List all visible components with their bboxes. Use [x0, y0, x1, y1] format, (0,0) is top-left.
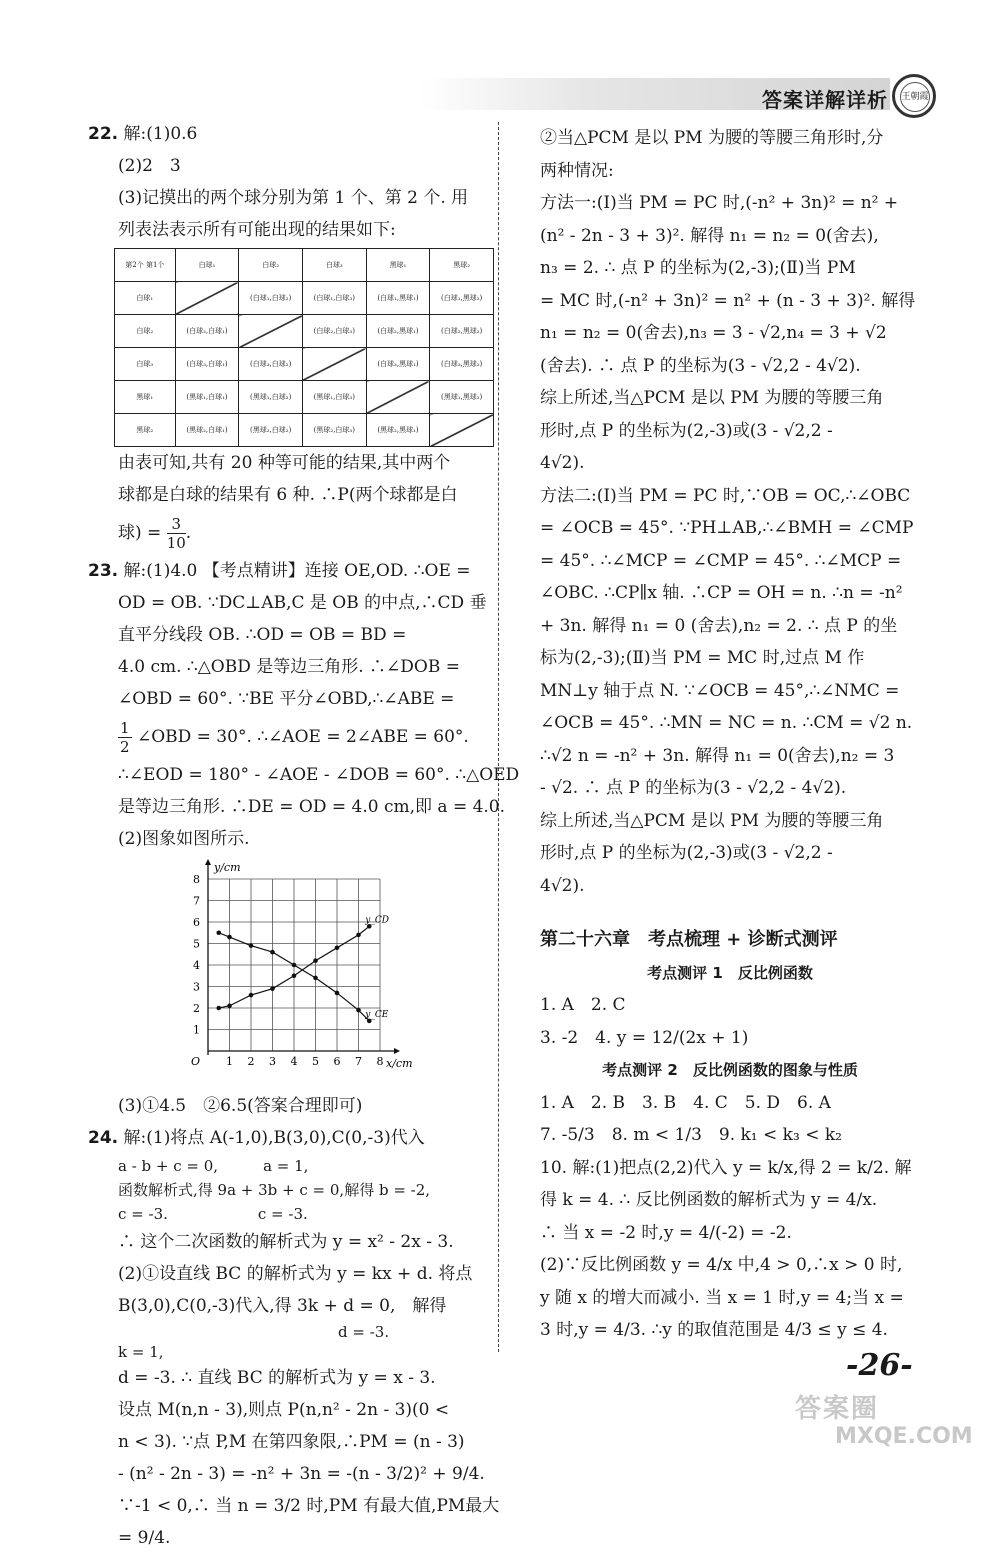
right-line-9: 综上所述,当△PCM 是以 PM 为腰的等腰三角 [540, 388, 884, 408]
table-cell: (白球₂,黑球₂) [430, 315, 494, 348]
q24-line-12: n < 3). ∵点 P,M 在第四象限,∴PM = (n - 3) [118, 1432, 465, 1452]
logo-badge-text: 王朝霞 [900, 82, 930, 112]
table-row [115, 414, 494, 447]
table-row [115, 282, 494, 315]
table-cell: (黑球₁,黑球₂) [430, 381, 494, 414]
chapter-title: 第二十六章 考点梳理 + 诊断式测评 [540, 929, 838, 950]
q24-line-2: a - b + c = 0, a = 1, [118, 1157, 309, 1175]
data-point [335, 991, 340, 996]
table-cell: 白球₁ [175, 249, 239, 282]
q22-line-4: 列表法表示所有可能出现的结果如下: [118, 220, 396, 240]
right-line-18: MN⊥y 轴于点 N. ∵∠OCB = 45°,∴∠NMC = [540, 680, 900, 701]
y-tick-label: 7 [193, 894, 200, 908]
page-number: -26- [846, 1348, 913, 1383]
q22-line-3: (3)记摸出的两个球分别为第 1 个、第 2 个. 用 [118, 188, 469, 208]
s2-line-2: 7. -5/3 8. m < 1/3 9. k₁ < k₃ < k₂ [540, 1125, 842, 1145]
y-tick-label: 2 [193, 1002, 200, 1015]
x-axis-label: x/cm [386, 1057, 413, 1070]
right-line-16: + 3n. 解得 n₁ = 0 (舍去),n₂ = 2. ∴ 点 P 的坐 [540, 615, 898, 636]
data-point [356, 933, 361, 938]
left-column [88, 118, 520, 1554]
right-line-8: (舍去). ∴ 点 P 的坐标为(3 - √2,2 - 4√2). [540, 355, 861, 376]
data-point [270, 950, 275, 955]
q22-text: 解:(1)0.6 [123, 124, 198, 144]
right-line-1: ②当△PCM 是以 PM 为腰的等腰三角形时,分 [540, 128, 884, 148]
table-cell [366, 381, 430, 414]
y-tick-label: 1 [193, 1023, 200, 1037]
right-line-6: = MC 时,(-n² + 3n)² = n² + (n - 3 + 3)². 解得 [540, 290, 916, 311]
right-line-15: ∠OBC. ∴CP∥x 轴. ∴CP = OH = n. ∴n = -n² [540, 583, 903, 603]
table-cell: (黑球₂,白球₂) [239, 414, 303, 447]
q23-line-1 [88, 555, 476, 587]
q23-line-4: 4.0 cm. ∴△OBD 是等边三角形. ∴∠DOB = [118, 657, 461, 677]
q22-final [88, 511, 476, 555]
q23-number: 23. [88, 561, 119, 581]
q22-final-post: . [185, 523, 192, 543]
right-line-17: 标为(2,-3);(Ⅱ)当 PM = MC 时,过点 M 作 [540, 648, 865, 668]
section-2-title: 考点测评 2 反比例函数的图象与性质 [602, 1061, 858, 1079]
s2-line-8: 3 时,y = 4/3. ∴y 的取值范围是 4/3 ≤ y ≤ 4. [540, 1320, 888, 1340]
table-cell [430, 414, 494, 447]
table-cell: 白球₃ [115, 348, 176, 381]
right-line-23: 形时,点 P 的坐标为(2,-3)或(3 - √2,2 - [540, 843, 833, 863]
s2-line-6: (2)∵反比例函数 y = 4/x 中,4 > 0,∴x > 0 时, [540, 1255, 903, 1275]
q24-line-8: d = -3. [338, 1323, 390, 1341]
q24-line-15: = 9/4. [118, 1528, 171, 1548]
table-cell: (白球₁,白球₃) [302, 282, 366, 315]
table-cell: (白球₃,白球₂) [239, 348, 303, 381]
right-line-13: = ∠OCB = 45°. ∵PH⊥AB,∴∠BMH = ∠CMP [540, 518, 914, 538]
watermark-logo: 答案圈 [795, 1394, 880, 1424]
table-cell: (白球₁,白球₂) [239, 282, 303, 315]
data-point [216, 1006, 221, 1011]
table-cell: 白球₃ [302, 249, 366, 282]
table-row [115, 315, 494, 348]
table-cell [175, 282, 239, 315]
q24-line-3: 函数解析式,得 9a + 3b + c = 0,解得 b = -2, [118, 1181, 431, 1199]
series-label: y_CE [365, 1009, 389, 1020]
table-row [115, 348, 494, 381]
right-line-5: n₃ = 2. ∴ 点 P 的坐标为(2,-3);(Ⅱ)当 PM [540, 258, 856, 278]
table-cell: 第2个 第1个 [115, 249, 176, 282]
watermark-url: MXQE.COM [835, 1424, 973, 1449]
table-cell: (黑球₁,白球₃) [302, 381, 366, 414]
s2-line-1: 1. A 2. B 3. B 4. C 5. D 6. A [540, 1092, 831, 1113]
q24-text: 解:(1)将点 A(-1,0),B(3,0),C(0,-3)代入 [123, 1128, 425, 1148]
data-point [313, 958, 318, 963]
s2-line-4: 得 k = 4. ∴ 反比例函数的解析式为 y = 4/x. [540, 1190, 878, 1210]
q23-line-5: ∠OBD = 60°. ∵BE 平分∠OBD,∴∠ABE = [118, 689, 455, 709]
q23-frac-line [88, 715, 476, 759]
q22-final-pre: 球) = [118, 523, 162, 543]
s1-line-2: 3. -2 4. y = 12/(2x + 1) [540, 1027, 749, 1048]
right-line-12: 方法二:(Ⅰ)当 PM = PC 时,∵OB = OC,∴∠OBC [540, 485, 911, 506]
x-tick-label: 1 [226, 1055, 233, 1068]
table-cell: 黑球₁ [115, 381, 176, 414]
right-line-2: 两种情况: [540, 160, 614, 181]
y-tick-label: 6 [193, 916, 200, 929]
s2-line-3: 10. 解:(1)把点(2,2)代入 y = k/x,得 2 = k/2. 解 [540, 1157, 912, 1178]
q24-line-14: ∵-1 < 0,∴ 当 n = 3/2 时,PM 有最大值,PM最大 [118, 1496, 500, 1516]
y-axis-label: y/cm [214, 861, 241, 874]
q24-line-1 [88, 1122, 476, 1154]
data-point [292, 963, 297, 968]
table-cell: (白球₁,黑球₂) [430, 282, 494, 315]
table-cell: (白球₃,黑球₁) [366, 348, 430, 381]
q22-line-2: (2)2 3 [118, 156, 181, 176]
right-line-20: ∴√2 n = -n² + 3n. 解得 n₁ = 0(舍去),n₂ = 3 [540, 745, 895, 766]
right-line-4: (n² - 2n - 3 + 3)². 解得 n₁ = n₂ = 0(舍去), [540, 225, 879, 246]
data-point [227, 935, 232, 940]
table-cell: (白球₂,白球₁) [175, 315, 239, 348]
x-tick-label: 8 [376, 1055, 384, 1068]
right-line-19: ∠OCB = 45°. ∴MN = NC = n. ∴CM = √2 n. [540, 713, 913, 733]
logo-badge [892, 74, 936, 118]
s2-line-7: y 随 x 的增大而减小. 当 x = 1 时,y = 4;当 x = [540, 1287, 904, 1308]
q23-fraction [118, 719, 132, 756]
data-point [313, 976, 318, 981]
header-title: 答案详解详析 [762, 88, 888, 112]
q23-line-7: 是等边三角形. ∴DE = OD = 4.0 cm,即 a = 4.0. [118, 797, 506, 817]
table-row [115, 381, 494, 414]
table-cell: (白球₁,黑球₁) [366, 282, 430, 315]
q23-line-3: 直平分线段 OB. ∴OD = OB = BD = [118, 625, 407, 645]
y-tick-label: 3 [193, 980, 200, 994]
right-line-11: 4√2). [540, 453, 585, 473]
data-point [227, 1004, 232, 1009]
series-label: y_CD [365, 915, 389, 926]
table-cell: (白球₃,黑球₂) [430, 348, 494, 381]
q23-after: (3)①4.5 ②6.5(答案合理即可) [118, 1096, 363, 1116]
q22-frac-den: 10 [166, 534, 186, 552]
q23-frac-num: 1 [120, 719, 130, 737]
right-line-21: - √2. ∴ 点 P 的坐标为(3 - √2,2 - 4√2). [540, 778, 847, 798]
data-point [292, 973, 297, 978]
data-point [270, 986, 275, 991]
x-tick-label: 3 [269, 1055, 276, 1068]
section-1-title: 考点测评 1 反比例函数 [647, 963, 813, 982]
right-line-10: 形时,点 P 的坐标为(2,-3)或(3 - √2,2 - [540, 420, 833, 441]
table-cell: 白球₁ [115, 282, 176, 315]
table-cell [239, 315, 303, 348]
table-row [115, 249, 494, 282]
column-divider [498, 122, 499, 1352]
q23-text: 解:(1)4.0 【考点精讲】连接 OE,OD. ∴OE = [123, 561, 471, 581]
x-tick-label: 5 [312, 1055, 319, 1068]
q22-after-1: 由表可知,共有 20 种等可能的结果,其中两个 [118, 453, 451, 473]
right-line-3: 方法一:(Ⅰ)当 PM = PC 时,(-n² + 3n)² = n² + [540, 193, 899, 213]
q24-number: 24. [88, 1128, 119, 1148]
q24-line-10: d = -3. ∴ 直线 BC 的解析式为 y = x - 3. [118, 1368, 436, 1388]
right-line-22: 综上所述,当△PCM 是以 PM 为腰的等腰三角 [540, 810, 884, 831]
table-cell: (黑球₁,白球₂) [239, 381, 303, 414]
data-point [335, 946, 340, 951]
q23-line-8: (2)图象如图所示. [118, 829, 250, 849]
table-cell: 黑球₂ [430, 249, 494, 282]
s2-line-5: ∴ 当 x = -2 时,y = 4/(-2) = -2. [540, 1222, 792, 1243]
x-tick-label: 6 [333, 1055, 341, 1068]
q24-line-13: - (n² - 2n - 3) = -n² + 3n = -(n - 3/2)² + 9/4. [118, 1464, 485, 1484]
data-point [216, 930, 221, 935]
y-tick-label: 8 [193, 873, 200, 886]
table-cell: 白球₂ [115, 315, 176, 348]
table-cell: (黑球₂,白球₁) [175, 414, 239, 447]
data-point [356, 1008, 361, 1013]
table-cell: 白球₂ [239, 249, 303, 282]
q23-frac-text: ∠OBD = 30°. ∴∠AOE = 2∠ABE = 60°. [136, 727, 469, 747]
q23-line-2: OD = OB. ∵DC⊥AB,C 是 OB 的中点,∴CD 垂 [118, 593, 487, 613]
q24-line-11: 设点 M(n,n - 3),则点 P(n,n² - 2n - 3)(0 < [118, 1400, 450, 1420]
q22-frac-num: 3 [167, 515, 186, 534]
origin-label: O [190, 1055, 200, 1068]
table-cell [302, 348, 366, 381]
q24-line-4: c = -3. c = -3. [118, 1205, 308, 1223]
q22-number: 22. [88, 124, 119, 144]
y-tick-label: 5 [193, 937, 200, 951]
x-tick-label: 2 [247, 1055, 255, 1068]
table-cell: (白球₃,白球₁) [175, 348, 239, 381]
data-point [249, 943, 254, 948]
data-point [249, 993, 254, 998]
result-table [114, 248, 494, 447]
x-tick-label: 4 [290, 1055, 298, 1068]
s1-line-1: 1. A 2. C [540, 995, 626, 1015]
table-cell: (黑球₁,白球₁) [175, 381, 239, 414]
q24-line-7: B(3,0),C(0,-3)代入,得 3k + d = 0, 解得 [118, 1296, 447, 1316]
table-cell: 黑球₁ [366, 249, 430, 282]
table-cell: 黑球₂ [115, 414, 176, 447]
q24-line-5: ∴ 这个二次函数的解析式为 y = x² - 2x - 3. [118, 1232, 454, 1252]
right-column [540, 122, 920, 1347]
x-tick-label: 7 [355, 1055, 362, 1068]
q22-line-1 [88, 118, 476, 150]
q24-line-9: k = 1, [118, 1343, 164, 1361]
x-axis-arrow [394, 1048, 400, 1054]
table-cell: (黑球₂,黑球₁) [366, 414, 430, 447]
table-cell: (白球₂,白球₃) [302, 315, 366, 348]
line-chart [178, 861, 413, 1079]
q22-fraction [167, 515, 186, 552]
right-line-14: = 45°. ∴∠MCP = ∠CMP = 45°. ∴∠MCP = [540, 550, 902, 571]
right-line-7: n₁ = n₂ = 0(舍去),n₃ = 3 - √2,n₄ = 3 + √2 [540, 323, 887, 343]
table-cell: (白球₂,黑球₁) [366, 315, 430, 348]
q23-frac-den: 2 [120, 738, 130, 756]
y-tick-label: 4 [193, 959, 200, 972]
right-line-24: 4√2). [540, 875, 585, 896]
q22-after-2: 球都是白球的结果有 6 种. ∴P(两个球都是白 [118, 485, 458, 505]
q23-line-6: ∴∠EOD = 180° - ∠AOE - ∠DOB = 60°. ∴△OED [118, 765, 520, 785]
table-cell: (黑球₂,白球₃) [302, 414, 366, 447]
y-axis-arrow [205, 859, 211, 865]
q24-line-6: (2)①设直线 BC 的解析式为 y = kx + d. 将点 [118, 1264, 473, 1284]
